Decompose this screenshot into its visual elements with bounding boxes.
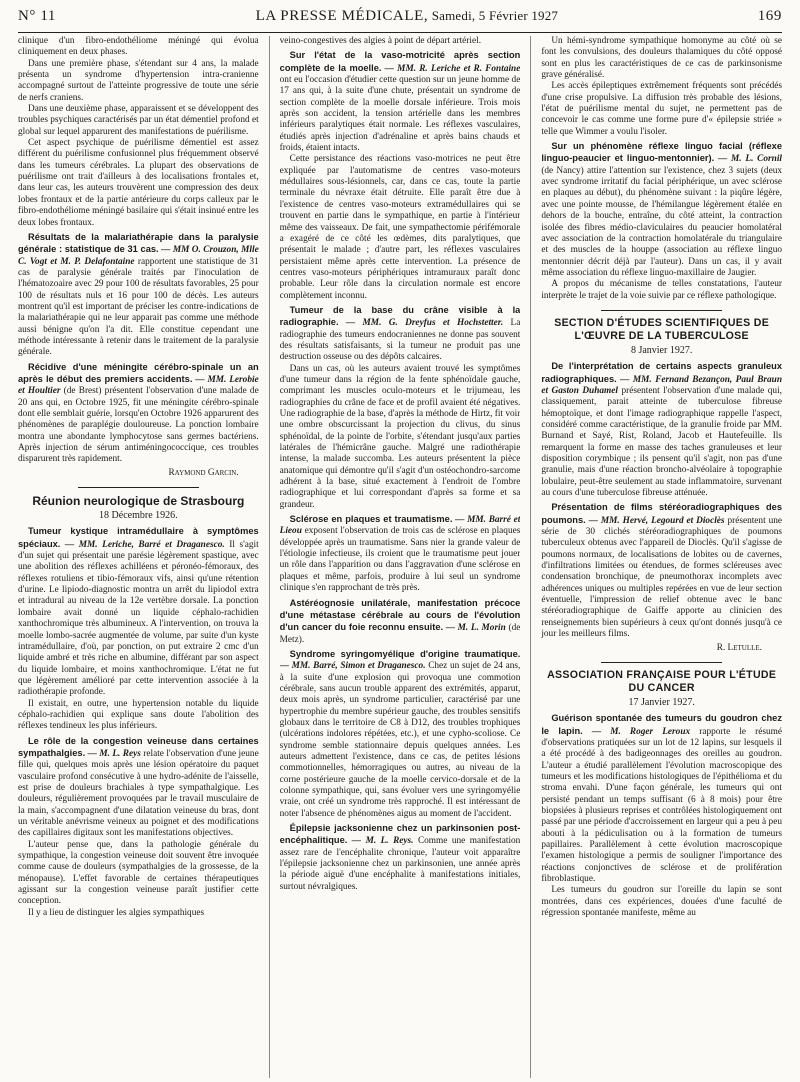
article-authors: — MM. R. Leriche et R. Fontaine [381,63,521,74]
section-title: Réunion neurologique de Strasbourg [32,494,245,509]
paragraph: Les tumeurs du goudron sur l'oreille du lapin se sont montrées, dans ces expériences, douées d'une faculté de régression spontanée manifeste, même au [541,885,782,919]
article-title: Résultats de la malariathérapie dans la paralysie générale : statistique de 31 cas. [18,231,259,255]
article-text: Chez un sujet de 24 ans, à la suite d'une explosion qui provoqua une commotion cérébrale, sans aucun trouble apparent des extrémités, apparut, deux mois après, un syndrome particulier, caractérisé par une hypertrophie du membre supérieur gauche, des troubles sensitifs globaux dans le territoire de C8 à D12, des troubles trophiques (ulcérations indolores répétées, etc.), et une cypho-scoliose. Ce syndrome semble stationnaire depuis quelques années. Les auteurs admettent l'existence, dans ce cas, de petites lésions commotionnelles, hémorragiques ou autres, au niveau de la corne postérieure gauche de la moelle cervico-dorsale et de la colonne sympathique, qui, sans évoluer vers une syringomyélie vraie, ont créé un syndrome très rapproché. Il est intéressant de noter l'absence de phénomènes aigus au moment de l'accident. [279,661,521,819]
article-text: présentent une série de 30 clichés stéréoradiographiques de poumons tuberculeux obtenus avec l'appareil de Dioclès. Qu'il s'agisse de poumons normaux, de localisations de lobites ou de cavernes, d'infiltrations limitées ou étendues, de formes scléreuses avec condensation bronchique, de pneumothorax incomplets avec adhérences uniques ou multiples repérées en vue de leur section éventuelle, l'impression de relief obtenue avec le banc stéréoradiographique de Gaiffe apporte au clinicien des renseignements bien supérieurs à ceux qu'ont donnés jusqu'à ce jour les meilleurs films. [541,515,782,640]
paragraph: Dans une première phase, s'étendant sur 4 ans, la malade présenta un syndrome d'hypertension intra-cranienne accompagné surtout de l'atteinte progressive de toute une série de nerfs craniens. [18,58,259,103]
article-title: Astéréognosie unilatérale, manifestation précoce d'une métastase cérébrale au cours de l'évolution d'un cancer du foie reconnu ensuite. [279,597,521,633]
paragraph: Les accès épileptiques extrêmement fréquents sont précédés d'une crise propulsive. La diffusion très probable des lésions, l'état de puérilisme mental du sujet, ne permettent pas de concevoir le cas comme une forme pure d'« épilepsie striée » telle que Wimmer a voulu l'isoler. [541,81,782,137]
article-title: Guérison spontanée des tumeurs du goudron chez le lapin. [541,713,782,736]
column-3 [541,36,782,1078]
article-text: rapportent une statistique de 31 cas de paralysie générale traités par l'inoculation de l'hématozoaire avec 29 pour 100 de résultats favorables, 25 pour 100 de résultats nuls et 16 pour 100 de décès. Les auteurs montrent qu'il est important de préciser les contre-indications de la malariathérapie qui ne leur apparait pas comme une méthode aussi bénigne qu'on l'a dit. Elle constitue cependant une méthode intéressante à retenir dans le traitement de la paralysie générale. [18,256,259,358]
section-divider [601,662,722,663]
running-title [256,8,559,25]
article-authors: — MM. Hervé, Legourd et Dioclès [585,515,725,526]
article-authors: — MM. Fernand Bezançon, Paul Braun et Gaston Duhamel [541,374,782,396]
article-malariatherapie [18,232,259,359]
article-aspects-granuleux [541,361,782,499]
article-text: La radiographie des tumeurs endocraniennes ne donne pas souvent des résultats satisfaisants, si la tumeur ne produit pas une destruction osseuse ou des dépôts calcaires. [279,318,521,363]
paragraph: Dans un cas, où les auteurs avaient trouvé les symptômes d'une tumeur dans la région de la fente sphénoïdale gauche, comprimant les muscles oculo-moteurs et le trijumeau, les radiographies du crâne de face et de profil avaient été négatives. Une radiographie de la base, d'après la méthode de Hirtz, fit voir une ombre obscurcissant la projection du clivus, du sinus sphénoïdal, de la pointe de l'orbite, s'étendant jusqu'aux parties latérales de l'hémicrâne gauche. Malgré une radiothérapie intense, la malade succomba. Les auteurs présentent la pièce anatomique qui démontre qu'il s'agit d'un ostéochondro-sarcome adhérent à la base, situé exactement à l'endroit de l'ombre radiographique et lui correspondant d'après sa forme et sa grandeur. [279,363,521,510]
article-reflexe-linguo-facial [541,141,782,279]
column-2 [280,36,521,1078]
article-films-stereo [541,502,782,640]
article-authors: — MM. Barré, Simon et Draganesco. [279,661,426,672]
article-authors: — M. L. Reys. [347,836,414,847]
column-separator [530,36,531,1078]
article-congestion-veineuse [18,736,259,840]
paragraph: Il y a lieu de distinguer les algies sympathiques [28,907,205,918]
article-text: exposent l'observation de trois cas de sclérose en plaques développée après un traumatisme. Sans nier la grande valeur de l'étiologie infectieuse, ils croient que le traumatisme peut jouer un rôle dans l'apparition ou dans l'aggravation d'une sclérose en plaques et même, parfois, produire à lui seul un syndrome clinique s'en rapprochant de très près. [279,526,521,594]
paragraph: Un hémi-syndrome sympathique homonyme au côté où se font les convulsions, des douleurs thalamiques du côté opposé sont en plus les caractéristiques de ce cas de parkinsonisme grave généralisé. [541,36,782,81]
section-divider [78,487,199,488]
article-tumeur-kystique [18,526,259,698]
article-text: ont eu l'occasion d'étudier cette question sur un jeune homme de 17 ans qui, à la suite d'une chute, présentait un syndrome de section complète de la moelle dorsale inférieure. Trois mois après son accident, la tension artérielle dans les membres inférieurs paralytiques était normale. Les réflexes vasculaires, étudiés après injection d'adrénaline et après bains chauds et froids, étaient intacts. [279,75,521,154]
paragraph: Cette persistance des réactions vaso-motrices ne peut être expliquée par l'automatisme de centres vaso-moteurs médullaires sous-lésionnels, car, dans ce cas, toute la partie terminale du névraxe était détruite. Elle paraît être due à l'existence de centres vaso-moteurs extramédullaires qui se trouvent en partie dans le sympathique, en partie à l'intérieur même des vaisseaux. De fait, une sympathectomie périfémorale a exagéré de ce côté les œdèmes, dits paralytiques, que présentait le malade ; d'autre part, les réflexes vasculaires persistaient même après cette intervention. La présence de centres vaso-moteurs périphériques intramuraux paraît donc probable. Leur rôle dans la circulation normale est encore complètement inconnu. [279,154,521,301]
section-date: 18 Décembre 1926. [99,510,178,522]
article-tumeur-crane [280,305,521,364]
article-authors: — MM. G. Dreyfus et Hochstetter. [338,318,504,329]
article-title: Tumeur kystique intramédullaire à symptômes spéciaux. [18,526,259,549]
paragraph: L'auteur pense que, dans la pathologie générale du sympathique, la congestion veineuse doit souvent être invoquée comme cause de douleurs (sympathalgies de la grossesse, de la ménopause). L'effet favorable de certaines thérapeutiques agissant sur la congestion veineuse paraît justifier cette conception. [18,839,259,907]
article-authors: — M. L. Cornil [714,154,782,165]
issue-number: N° 11 [18,7,57,24]
paragraph: Dans une deuxième phase, apparaissent et se développent des troubles psychiques caractérisés par un état démentiel profond et global sur lequel apparurent des manifestations de puérilisme. [18,104,259,137]
article-title: De l'interprétation de certains aspects granuleux radiographiques. [541,361,782,384]
article-text: Il s'agit d'un sujet qui présentait une parésie légèrement spastique, avec une abolition des réflexes achilléens et péronéo-fémoraux, des réflexes rotuliens et tibio-fémoraux vifs, ainsi qu'une rétention d'urine. Le lipiodo-diagnostic montra un arrêt du lipiodol extra et intradural au niveau de la 12e vertèbre dorsale. La ponction lombaire avait donné un liquide céphalo-rachidien xanthochromique très albumineux. A l'intervention, on trouva la moelle lombo-sacrée augmentée de volume, par suite d'un kyste intramédullaire, d'où, par ponction, on put extraire 2 cmc d'un liquide ambré et très riche en albumine, différant par son aspect du liquide lombaire, et moins xanthochromique. L'état ne fut que légèrement amélioré par cette intervention associée à la radiothérapie profonde. [18,539,259,698]
column-1 [18,36,259,1078]
article-astereognosie [280,598,521,646]
article-title: Sur un phénomène réflexe linguo facial (réflexe linguo-peaucier et linguo-mentonnier). [541,141,782,164]
article-sclerose [280,514,521,594]
journal-name: LA PRESSE MÉDICALE, [255,7,429,24]
article-meningite [18,362,259,466]
article-tumeurs-goudron [541,713,782,885]
signature: Raymond Garcin. [168,467,239,478]
article-title: Syndrome syringomyélique d'origine traumatique. [289,648,521,659]
paragraph: A propos du mécanisme de telles constatations, l'auteur interprète le trajet de la voie suivie par ce réflexe pathologique. [541,279,782,301]
article-text: Comme une manifestation assez rare de l'encéphalite chronique, l'auteur voit apparaître l'épilepsie jacksonienne chez un parkinsonien, une année après la période aiguë d'une encéphalite à manifestations initiales, surtout névralgiques. [279,836,521,892]
paragraph: veino-congestives des algies à point de départ artériel. [279,36,482,46]
issue-date: Samedi, 5 Février 1927 [428,7,559,23]
article-authors: — M. Roger Leroux [582,726,691,737]
signature: R. Letulle. [716,642,762,653]
article-authors: — M. L. Reys [85,748,141,759]
article-title: Récidive d'une méningite cérébro-spinale un an après le début des premiers accidents. [18,361,259,384]
article-text: (de Metz). [279,623,521,645]
paragraph: Cet aspect psychique de puérilisme démentiel est assez différent du puérilisme confusionnel plus fréquemment observé dans les tumeurs cérébrales. La plupart des observations de puérilisme ont trait d'ailleurs à des localisations frontales et, dans leur cas, les auteurs trouvèrent une compression des deux lobes frontaux et de la partie antérieure du corps calleux par le fibro-endothéliome méningé basilaire qui s'était insinué entre les deux lobes frontaux. [18,138,259,228]
article-title: Présentation de films stéréoradiographiques des poumons. [541,502,782,525]
article-title: Épilepsie jacksonienne chez un parkinsonien post-encéphalitique. [279,823,521,846]
article-text: présentent l'observation d'une malade qui, classiquement, parait atteinte de tuberculose fibreuse hémoptoïque, et dont l'image radiographique rappelle l'aspect, considéré comme caractéristique, de la granulie froide par MM. Burnand et Sayé, Rist, Roland, Jacob et Hautefeuille. Ils remarquent la forme en masse des taches granuleuses et leur disposition corymbique ; ils pensent qu'il s'agit, non pas d'une granulie, mais d'une réaction broncho-alvéolaire à topographie lobulaire, peut-être seulement au stade inflammatoire, survenant au cours d'une tuberculose fibreuse atténuée. [541,385,782,499]
section-divider [601,310,722,311]
article-authors: — M. L. Morin [443,623,506,634]
article-title: Le rôle de la congestion veineuse dans certaines sympathalgies. [18,735,259,758]
column-separator [269,36,270,1078]
article-syringomyelie [280,649,521,820]
section-title: SECTION D'ÉTUDES SCIENTIFIQUES DE L'ŒUVRE DE LA TUBERCULOSE [554,316,770,342]
text-columns [18,36,782,1078]
page-number: 169 [757,7,782,24]
article-vaso-motricite [280,50,521,154]
article-authors: — MM. Leriche, Barré et Draganesco. [60,539,225,550]
paragraph: Il existait, en outre, une hypertension notable du liquide céphalo-rachidien qui explique sans doute l'abolition des réflexes tendineux les plus inférieurs. [18,698,259,732]
article-authors: — MM. Barré et Lieou [279,515,521,537]
article-title: Sur l'état de la vaso-motricité après section complète de la moelle. [279,50,521,73]
article-title: Sclérose en plaques et traumatisme. [289,514,453,525]
section-date: 17 Janvier 1927. [628,696,695,708]
section-date: 8 Janvier 1927. [630,344,693,356]
article-title: Tumeur de la base du crâne visible à la radiographie. [279,304,521,328]
page-header [18,0,782,33]
article-authors: — MM. Lerobie et Houltier [18,374,259,397]
paragraph: clinique d'un fibro-endothéliome méningé qui évolua cliniquement en deux phases. [18,36,259,58]
article-authors: — MM O. Crouzon, Mlle C. Vogt et M. P. Delafontaine [18,245,259,267]
article-epilepsie [280,823,521,893]
article-text: (de Brest) présentent l'observation d'une malade de 20 ans qui, en Octobre 1925, fit une méningite cérébro-spinale dont elle semblait guérie, lorsqu'en Octobre 1926 apparurent des phénomènes de paraplégie douloureuse. La ponction lombaire montra une abondante lymphocytose sans germes bactériens. Après injection de sérum antiméningococcique, ces troubles disparurent très rapidement. [18,386,259,465]
article-text: relate l'observation d'une jeune fille qui, quelques mois après une lésion opératoire du paquet vasculaire profond consécutive à une hydro-adénite de l'aisselle, est prise de douleurs brachiales à type sympathalgique. Les douleurs, régulièrement provoquées par le travail musculaire de la main, s'accompagnent d'une dilatation veineuse du bras, dont un véritable anévrisme veineux au poignet et des modifications des capillaires digitaux sont les manifestations objectives. [18,748,259,839]
article-text: rapporte le résumé d'observations pratiquées sur un lot de 12 lapins, sur lesquels il a été procédé à des badigeonnages des oreilles au goudron. L'auteur a étudié parallèlement l'évolution macroscopique des tumeurs et les modifications histologiques de l'épithélioma et du stroma envahi. D'une façon générale, les tumeurs qui ont persisté pendant un temps suffisant (6 à 8 mois) pour être biopsiées à plusieurs reprises et contrôlées histologiquement ont passé par une période d'accroissement en largeur qui a peu à peu abouti à la pédiculisation ou à la formation de tumeurs papillaires. Parallèlement à cette évolution macroscopique l'examen histologique a permis de souligner l'importance des réactions conjonctives de sclérose et de prolifération fibroblastique. [541,726,782,884]
section-title: ASSOCIATION FRANÇAISE POUR L'ÉTUDE DU CANCER [547,668,777,694]
article-text: (de Nancy) attire l'attention sur l'existence, chez 3 sujets (deux avec syndrome irritatif du facial périphérique, un avec sclérose en plaques au début), du phénomène suivant : la piqûre légère, avec une pointe mousse, de l'hémilangue légèrement étalée en dehors de la bouche, entraîne, du côté atteint, la contraction isolée des fibres médio-claviculaires du peaucier homolatéral avec association de la contraction homolatérale du triangulaire et des muscles de la houppe (association au réflexe linguo mentonnier décrit déjà par l'auteur). Dans un cas, il y avait même association du réflexe linguo-maxillaire de Jaugier. [541,165,782,278]
